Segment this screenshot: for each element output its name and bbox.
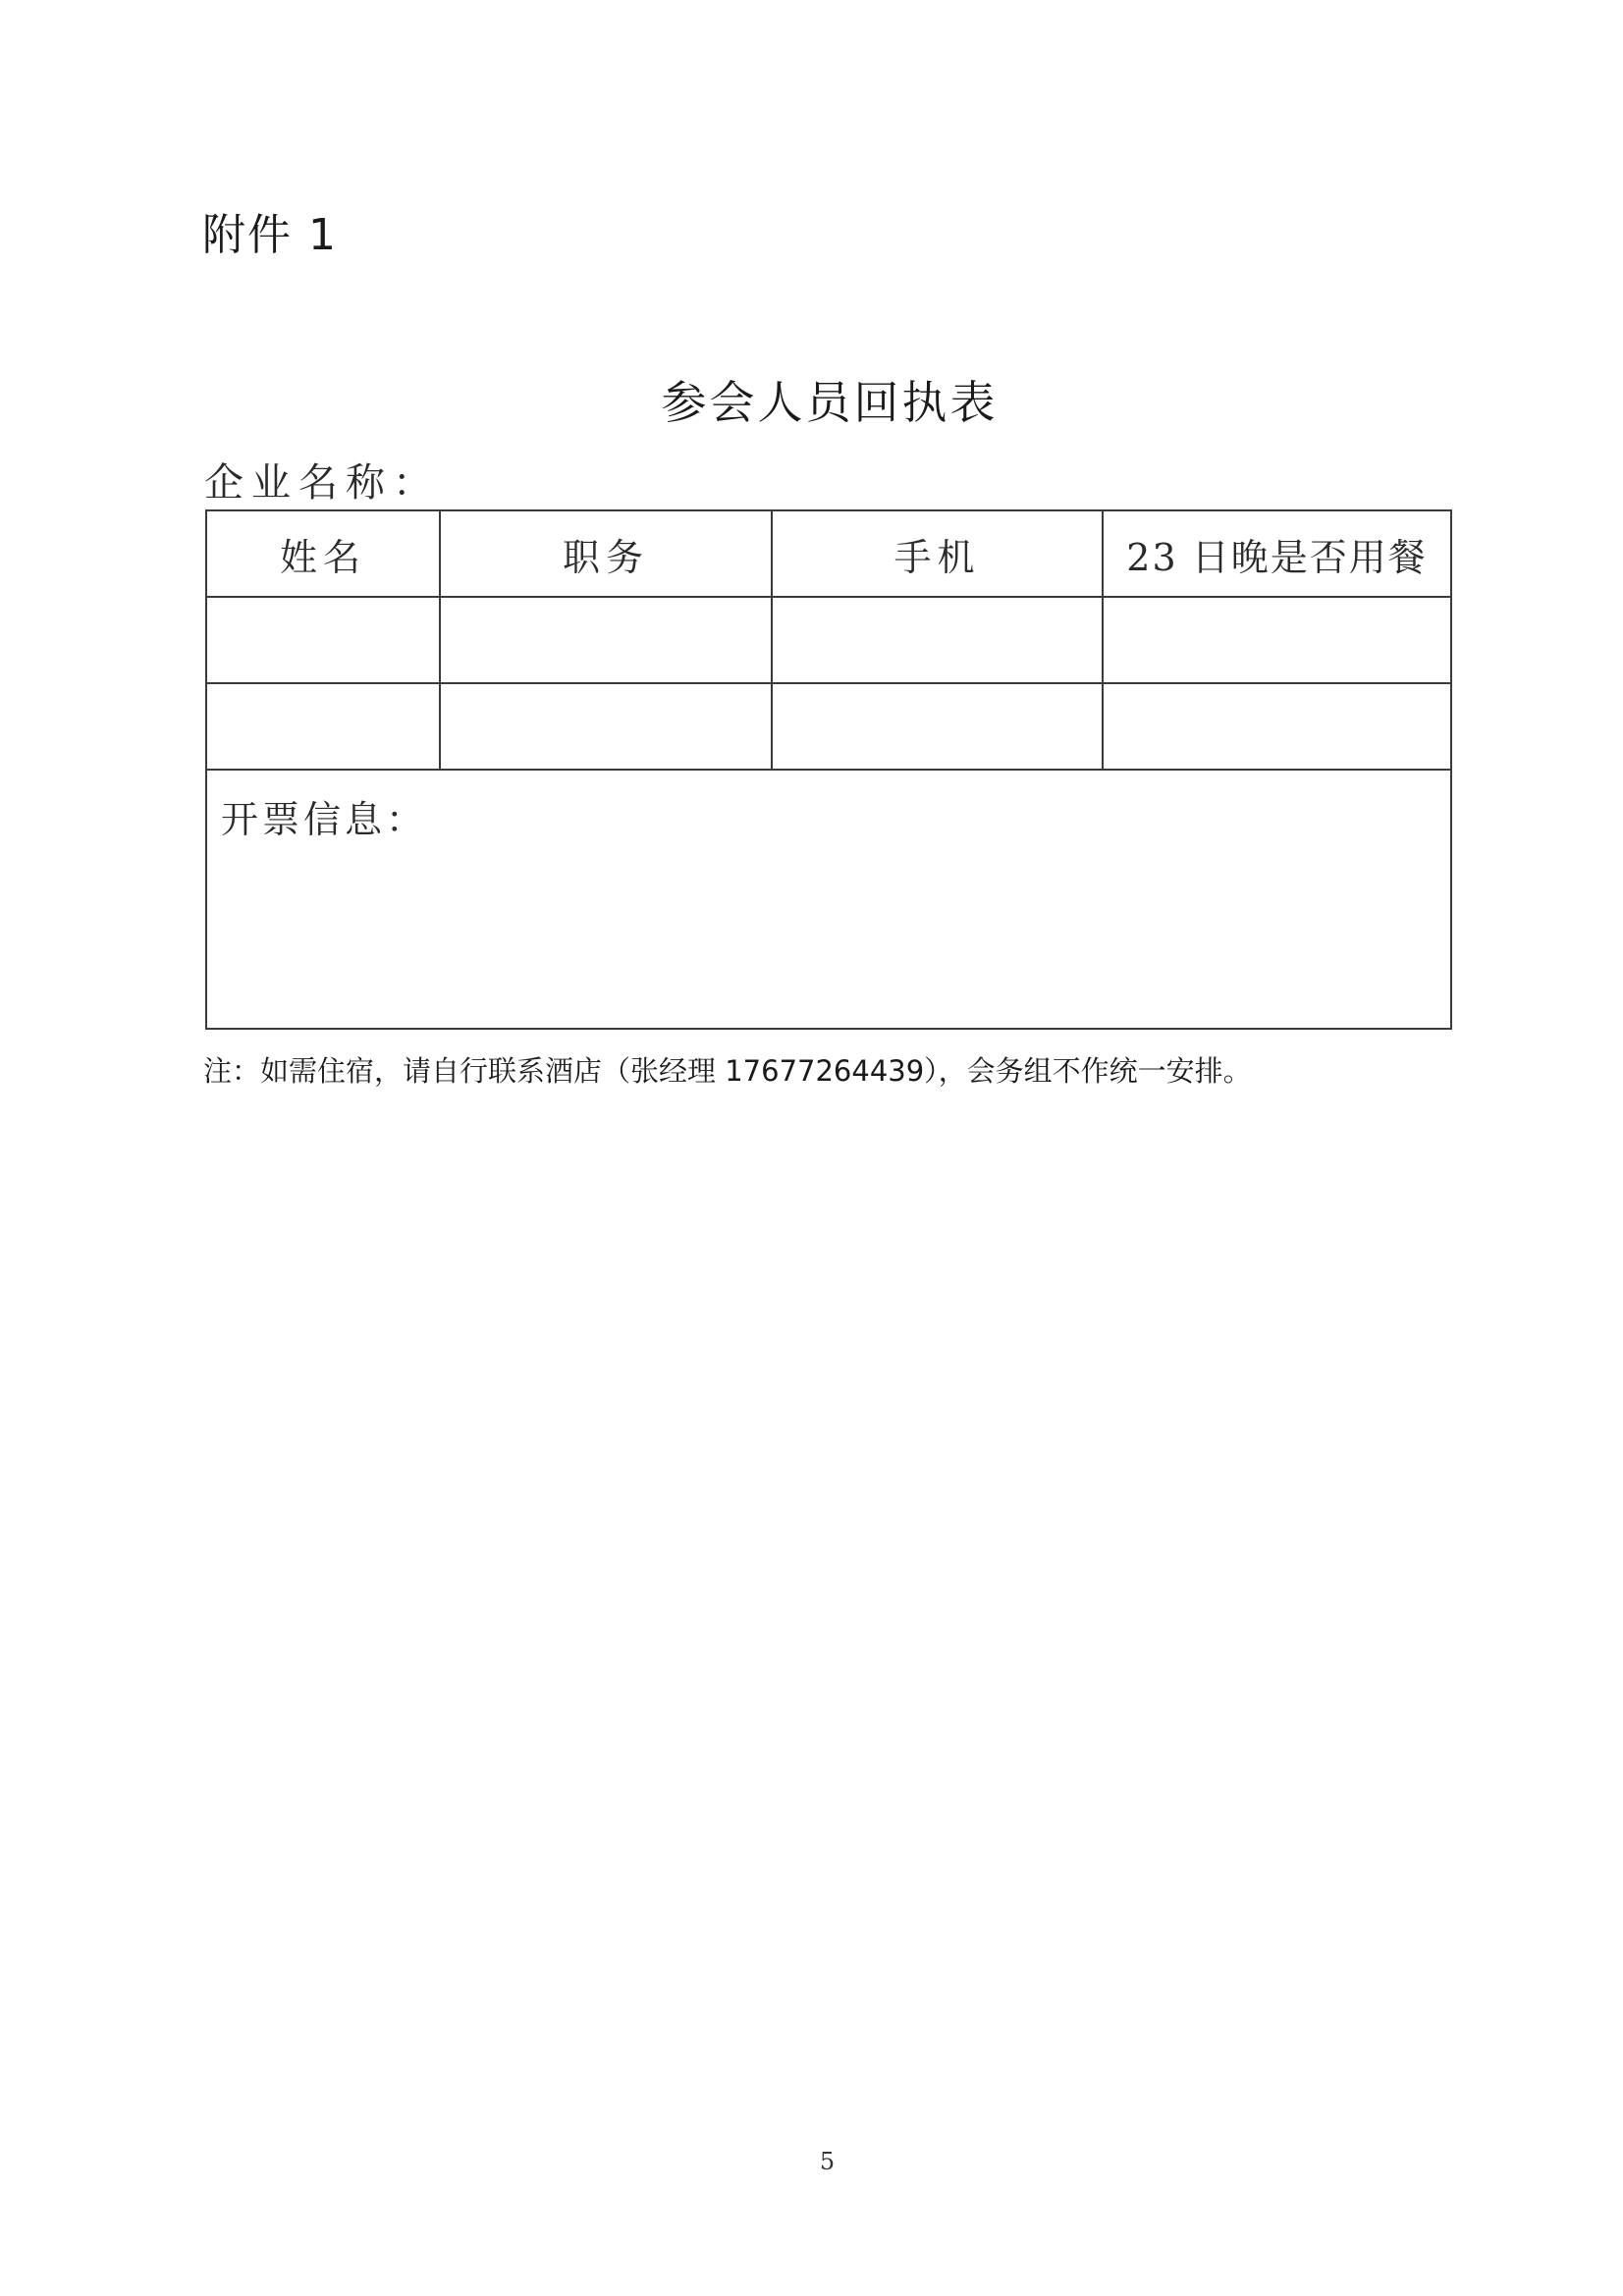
position-cell[interactable] bbox=[440, 683, 772, 770]
mobile-cell[interactable] bbox=[772, 597, 1103, 683]
invoice-info-cell[interactable] bbox=[206, 770, 1451, 1029]
accommodation-note: 注：如需住宿，请自行联系酒店（张经理 17677264439），会务组不作统一安排。 bbox=[203, 1054, 1252, 1088]
dinner-cell[interactable] bbox=[1103, 597, 1451, 683]
header-mobile: 手机 bbox=[772, 510, 1103, 597]
attachment-label: 附件 1 bbox=[202, 210, 338, 260]
invoice-row bbox=[206, 770, 1451, 1029]
name-cell[interactable] bbox=[206, 683, 440, 770]
table-header-row bbox=[206, 510, 1451, 597]
dinner-cell[interactable] bbox=[1103, 683, 1451, 770]
company-name-label: 企业名称： bbox=[204, 460, 440, 506]
form-title: 参会人员回执表 bbox=[661, 376, 999, 429]
mobile-cell[interactable] bbox=[772, 683, 1103, 770]
table-row bbox=[206, 597, 1451, 683]
attendee-reply-table bbox=[205, 509, 1452, 1030]
invoice-info-label: 开票信息： bbox=[221, 798, 428, 841]
table-row bbox=[206, 683, 1451, 770]
header-position: 职务 bbox=[440, 510, 772, 597]
page-number: 5 bbox=[819, 2148, 836, 2175]
header-dinner: 23 日晚是否用餐 bbox=[1103, 510, 1451, 597]
header-name: 姓名 bbox=[206, 510, 440, 597]
position-cell[interactable] bbox=[440, 597, 772, 683]
name-cell[interactable] bbox=[206, 597, 440, 683]
